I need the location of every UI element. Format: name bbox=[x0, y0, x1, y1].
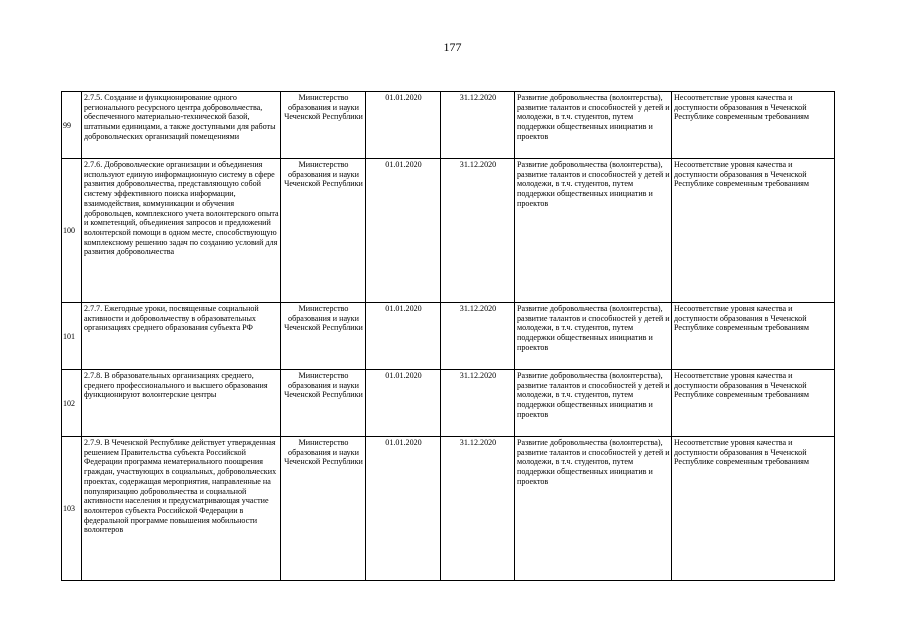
row-number: 101 bbox=[62, 303, 82, 370]
consequences: Несоответствие уровня качества и доступности образования в Чеченской Республике современным требованиям bbox=[672, 370, 835, 437]
consequences: Несоответствие уровня качества и доступности образования в Чеченской Республике современным требованиям bbox=[672, 303, 835, 370]
measure-name: 2.7.7. Ежегодные уроки, посвященные социальной активности и добровольчеству в образовательных организациях среднего образования субъекта РФ bbox=[82, 303, 281, 370]
consequences: Несоответствие уровня качества и доступности образования в Чеченской Республике современным требованиям bbox=[672, 437, 835, 581]
executor: Министерство образования и науки Чеченской Республики bbox=[281, 159, 366, 303]
row-number: 103 bbox=[62, 437, 82, 581]
expected-result: Развитие добровольчества (волонтерства), развитие талантов и способностей у детей и молодежи, в т.ч. студентов, путем поддержки общественных инициатив и проектов bbox=[515, 437, 672, 581]
start-date: 01.01.2020 bbox=[366, 303, 441, 370]
measure-name: 2.7.6. Добровольческие организации и объединения используют единую информационную систему в сфере развития добровольчества, представляющую собой систему эффективного поиска информации, взаимодействия, коммуникации и обучения добровольцев, комплексного учета волонтерского опыта и компетенций, объединения запросов и предложений волонтерской помощи в одном месте, способствующую комплексному решению задач по созданию условий для развития добровольчества bbox=[82, 159, 281, 303]
table-row bbox=[62, 303, 835, 370]
measure-name: 2.7.8. В образовательных организациях среднего, среднего профессионального и высшего образования функционируют волонтерские центры bbox=[82, 370, 281, 437]
table-row bbox=[62, 159, 835, 303]
expected-result: Развитие добровольчества (волонтерства), развитие талантов и способностей у детей и молодежи, в т.ч. студентов, путем поддержки общественных инициатив и проектов bbox=[515, 303, 672, 370]
start-date: 01.01.2020 bbox=[366, 92, 441, 159]
consequences: Несоответствие уровня качества и доступности образования в Чеченской Республике современным требованиям bbox=[672, 159, 835, 303]
expected-result: Развитие добровольчества (волонтерства), развитие талантов и способностей у детей и молодежи, в т.ч. студентов, путем поддержки общественных инициатив и проектов bbox=[515, 92, 672, 159]
consequences: Несоответствие уровня качества и доступности образования в Чеченской Республике современным требованиям bbox=[672, 92, 835, 159]
executor: Министерство образования и науки Чеченской Республики bbox=[281, 370, 366, 437]
executor: Министерство образования и науки Чеченской Республики bbox=[281, 437, 366, 581]
measure-name: 2.7.9. В Чеченской Республике действует утвержденная решением Правительства субъекта Российской Федерации программа нематериального поощрения граждан, участвующих в социальных, добровольческих проектах, содержащая мероприятия, направленные на популяризацию добровольчества и социальной активности населения и предусматривающая участие волонтеров субъекта Российской Федерации в федеральной программе повышения мобильности волонтеров bbox=[82, 437, 281, 581]
table-row bbox=[62, 370, 835, 437]
measures-table bbox=[61, 91, 835, 581]
end-date: 31.12.2020 bbox=[441, 370, 515, 437]
end-date: 31.12.2020 bbox=[441, 437, 515, 581]
expected-result: Развитие добровольчества (волонтерства), развитие талантов и способностей у детей и молодежи, в т.ч. студентов, путем поддержки общественных инициатив и проектов bbox=[515, 159, 672, 303]
row-number: 102 bbox=[62, 370, 82, 437]
expected-result: Развитие добровольчества (волонтерства), развитие талантов и способностей у детей и молодежи, в т.ч. студентов, путем поддержки общественных инициатив и проектов bbox=[515, 370, 672, 437]
end-date: 31.12.2020 bbox=[441, 159, 515, 303]
executor: Министерство образования и науки Чеченской Республики bbox=[281, 303, 366, 370]
row-number: 100 bbox=[62, 159, 82, 303]
row-number: 99 bbox=[62, 92, 82, 159]
measure-name: 2.7.5. Создание и функционирование одного регионального ресурсного центра добровольчества, обеспеченного материально-технической базой, штатными единицами, а также доступными для работы добровольческих организаций помещениями bbox=[82, 92, 281, 159]
end-date: 31.12.2020 bbox=[441, 92, 515, 159]
start-date: 01.01.2020 bbox=[366, 370, 441, 437]
end-date: 31.12.2020 bbox=[441, 303, 515, 370]
start-date: 01.01.2020 bbox=[366, 159, 441, 303]
table-row bbox=[62, 437, 835, 581]
start-date: 01.01.2020 bbox=[366, 437, 441, 581]
page-number: 177 bbox=[443, 40, 462, 54]
executor: Министерство образования и науки Чеченской Республики bbox=[281, 92, 366, 159]
table-row bbox=[62, 92, 835, 159]
